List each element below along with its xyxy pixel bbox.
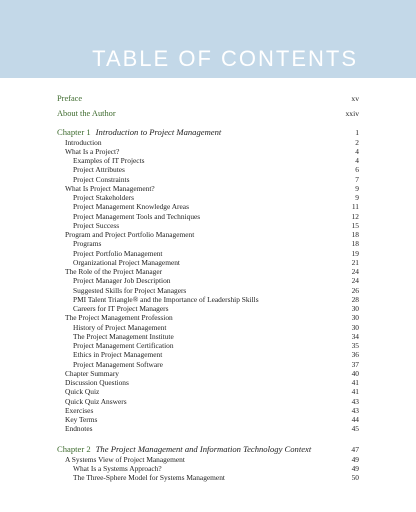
toc-entry[interactable] <box>57 258 359 267</box>
chapter-number: Chapter 1 <box>57 126 91 137</box>
toc-entry[interactable] <box>57 464 359 473</box>
toc-chapter-1[interactable] <box>57 127 359 138</box>
toc-entry[interactable] <box>57 332 359 341</box>
toc-entry[interactable] <box>57 184 359 193</box>
toc-entry-title: Introduction <box>65 137 102 147</box>
toc-entry-page: 18 <box>351 230 359 239</box>
toc-entry-title: Preface <box>57 94 83 103</box>
toc-entry[interactable] <box>57 415 359 424</box>
page-title: TABLE OF CONTENTS <box>92 46 358 71</box>
toc-entry-page: 24 <box>351 267 359 276</box>
toc-entry[interactable] <box>57 369 359 378</box>
toc-entry-page: 36 <box>351 350 359 360</box>
toc-entry-page: 7 <box>355 174 359 184</box>
toc-entry-page: xxiv <box>345 109 359 119</box>
toc-chapter-2[interactable] <box>57 444 359 455</box>
toc-entry-title: Project Management Knowledge Areas <box>73 202 189 212</box>
toc-entry-title: Quick Quiz Answers <box>65 396 127 406</box>
toc-entry-page: 24 <box>351 276 359 286</box>
toc-entry-title: Careers for IT Project Managers <box>73 304 169 313</box>
toc-entry-title: Project Management Tools and Techniques <box>73 211 201 221</box>
table-of-contents <box>57 94 359 482</box>
toc-entry-page: 12 <box>351 211 359 221</box>
toc-entry[interactable] <box>57 156 359 165</box>
toc-entry-page: 4 <box>355 156 359 165</box>
toc-entry-page: xv <box>351 94 359 103</box>
toc-entry-title: Project Success <box>73 220 120 230</box>
toc-entry[interactable] <box>57 455 359 464</box>
toc-entry-title: What Is a Systems Approach? <box>73 463 162 473</box>
toc-entry[interactable] <box>57 323 359 332</box>
toc-front-entry[interactable] <box>57 109 359 118</box>
toc-entry-title: Chapter Summary <box>65 368 119 378</box>
toc-entry-title: A Systems View of Project Management <box>65 454 185 464</box>
toc-front-entry[interactable] <box>57 94 359 103</box>
toc-entry-page: 4 <box>355 146 359 156</box>
toc-entry-page: 9 <box>355 183 359 193</box>
toc-entry-title: Project Management Software <box>73 359 163 369</box>
toc-entry-title: Project Attributes <box>73 165 125 175</box>
toc-entry-page: 30 <box>351 322 359 332</box>
toc-entry[interactable] <box>57 473 359 482</box>
chapter-title: The Project Management and Information Technology Context <box>95 443 312 454</box>
toc-entry-title: Key Terms <box>65 415 98 424</box>
toc-entry-title: Endnotes <box>65 424 93 434</box>
toc-entry-page: 28 <box>351 294 359 304</box>
toc-entry[interactable] <box>57 295 359 304</box>
toc-entry[interactable] <box>57 138 359 147</box>
toc-entry[interactable] <box>57 313 359 322</box>
chapter-1-entries <box>57 138 359 434</box>
toc-entry-page: 37 <box>351 359 359 369</box>
toc-entry-page: 30 <box>351 313 359 323</box>
toc-entry-page: 41 <box>351 378 359 387</box>
toc-entry[interactable] <box>57 165 359 174</box>
toc-entry[interactable] <box>57 230 359 239</box>
toc-entry-page: 6 <box>355 165 359 175</box>
toc-entry-title: History of Project Management <box>73 322 167 332</box>
toc-entry-page: 45 <box>351 424 359 434</box>
toc-entry-title: The Three-Sphere Model for Systems Management <box>73 473 225 482</box>
toc-entry[interactable] <box>57 350 359 359</box>
toc-entry-title: Project Management Certification <box>73 341 174 350</box>
toc-entry-title: The Role of the Project Manager <box>65 267 163 276</box>
chapter-title: Introduction to Project Management <box>95 126 222 137</box>
toc-entry-page: 41 <box>351 387 359 397</box>
toc-entry[interactable] <box>57 212 359 221</box>
toc-entry-page: 44 <box>351 415 359 424</box>
toc-entry[interactable] <box>57 378 359 387</box>
toc-entry-title: What Is Project Management? <box>65 183 155 193</box>
toc-entry[interactable] <box>57 249 359 258</box>
toc-entry-title: Ethics in Project Management <box>73 350 163 360</box>
toc-entry[interactable] <box>57 147 359 156</box>
toc-entry-page: 18 <box>351 239 359 249</box>
toc-entry[interactable] <box>57 276 359 285</box>
toc-entry-page: 30 <box>351 304 359 313</box>
toc-entry-page: 50 <box>351 473 359 482</box>
header-banner <box>0 0 416 78</box>
toc-entry-page: 15 <box>351 220 359 230</box>
toc-entry[interactable] <box>57 202 359 211</box>
toc-entry-title: Project Constraints <box>73 174 130 184</box>
toc-entry-title: Programs <box>73 239 102 249</box>
toc-entry[interactable] <box>57 387 359 396</box>
toc-entry-page: 49 <box>351 454 359 464</box>
toc-entry-title: Organizational Project Management <box>73 257 180 267</box>
toc-entry-page: 21 <box>351 257 359 267</box>
toc-entry[interactable] <box>57 360 359 369</box>
toc-entry[interactable] <box>57 397 359 406</box>
toc-entry-page: 49 <box>351 463 359 473</box>
toc-entry-page: 35 <box>351 341 359 350</box>
toc-entry[interactable] <box>57 424 359 433</box>
toc-entry-page: 19 <box>351 248 359 258</box>
toc-entry-title: Discussion Questions <box>65 378 129 387</box>
toc-entry-title: Project Manager Job Description <box>73 276 171 286</box>
toc-entry[interactable] <box>57 406 359 415</box>
toc-entry[interactable] <box>57 341 359 350</box>
toc-entry[interactable] <box>57 175 359 184</box>
toc-entry-page: 40 <box>351 368 359 378</box>
toc-entry[interactable] <box>57 193 359 202</box>
toc-entry-title: Project Stakeholders <box>73 193 134 202</box>
toc-entry-title: What Is a Project? <box>65 146 120 156</box>
toc-entry-title: Examples of IT Projects <box>73 156 145 165</box>
toc-entry-page: 11 <box>351 202 359 212</box>
toc-entry[interactable] <box>57 267 359 276</box>
toc-entry-page: 34 <box>351 331 359 341</box>
toc-entry[interactable] <box>57 286 359 295</box>
toc-entry-title: Quick Quiz <box>65 387 100 397</box>
toc-entry-page: 26 <box>351 285 359 295</box>
toc-entry-page: 47 <box>351 444 359 454</box>
toc-entry-title: The Project Management Profession <box>65 313 173 323</box>
toc-entry-title: Project Portfolio Management <box>73 248 163 258</box>
toc-entry[interactable] <box>57 239 359 248</box>
toc-entry[interactable] <box>57 221 359 230</box>
toc-entry-page: 43 <box>351 405 359 415</box>
toc-entry-title: About the Author <box>57 109 116 119</box>
toc-entry-title: The Project Management Institute <box>73 331 174 341</box>
toc-entry-title: Suggested Skills for Project Managers <box>73 285 187 295</box>
chapter-number: Chapter 2 <box>57 443 91 454</box>
toc-entry-title: Exercises <box>65 405 94 415</box>
chapter-2-entries <box>57 455 359 483</box>
toc-entry-page: 1 <box>355 127 359 137</box>
toc-entry-page: 9 <box>355 193 359 202</box>
toc-entry-page: 2 <box>355 137 359 147</box>
toc-entry-page: 43 <box>351 396 359 406</box>
toc-entry-title: Program and Project Portfolio Management <box>65 230 195 239</box>
toc-entry-title: PMI Talent Triangle® and the Importance of Leadership Skills <box>73 294 259 304</box>
toc-entry[interactable] <box>57 304 359 313</box>
